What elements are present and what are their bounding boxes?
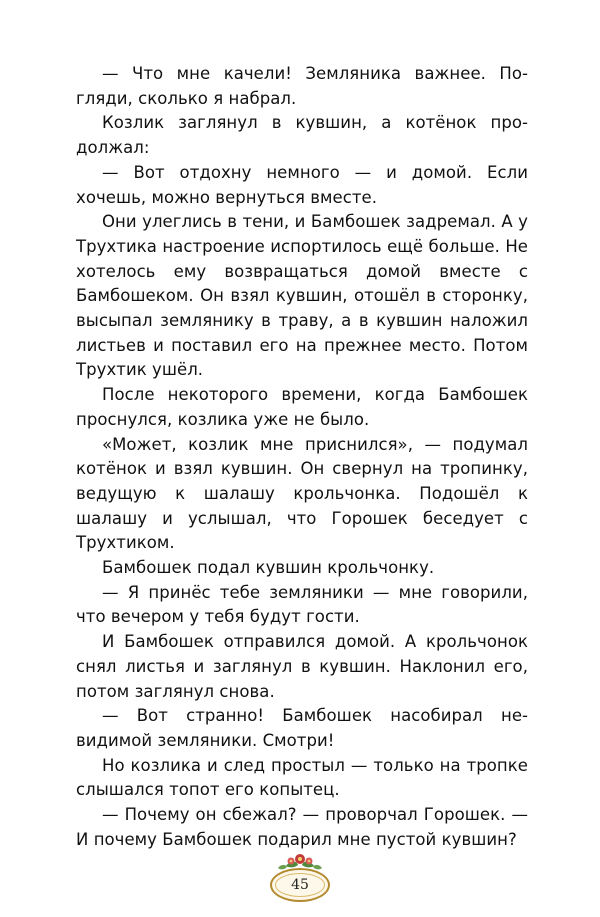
page-text: [76, 62, 528, 853]
paragraph: После некоторого времени, когда Бамбошек проснулся, козлика уже не было.: [76, 385, 528, 429]
page-footer: [0, 848, 600, 908]
paragraph: — Что мне качели! Земляника важнее. Погляди, сколько я набрал.: [76, 64, 528, 108]
paragraph: Но козлика и след простыл — только на тропке слышался топот его копытец.: [76, 755, 528, 800]
paragraph: Козлик заглянул в кувшин, а котёнок продолжал:: [76, 113, 528, 158]
paragraph: — Вот странно! Бамбошек насобирал невидимой земляники. Смотри!: [76, 706, 528, 750]
paragraph: — Вот отдохну немного — и домой. Если хочешь, можно вернуться вместе.: [76, 162, 528, 207]
paragraph: «Может, козлик мне приснился», — подумал котёнок и взял кувшин. Он свернул на тропинку, ведущую к шалашу крольчонка. Подошёл к шалашу и услышал, что Горошек беседует с Трухтиком.: [76, 434, 528, 553]
paragraph: — Я принёс тебе земляники — мне говорили, что вечером у тебя будут гости.: [76, 582, 528, 627]
paragraph: Бамбошек подал кувшин крольчонку.: [102, 558, 435, 578]
page-number-badge: [270, 868, 330, 902]
paragraph: Они улеглись в тени, и Бамбошек задремал. А у Трухтика настроение испортилось ещё больше. Не хотелось ему возвращаться домой вместе с Бамбошеком. Он взял кувшин, отошёл в сторонку, высыпал землянику в траву, а в кувшин наложил листьев и поставил его на прежнее место. Потом Трухтик ушёл.: [76, 212, 528, 380]
paragraph: — Почему он сбежал? — проворчал Горошек. — И почему Бамбошек подарил мне пустой кувшин?: [76, 805, 528, 849]
page-number: 45: [291, 877, 309, 893]
paragraph: И Бамбошек отправился домой. А крольчонок снял листья и заглянул в кувшин. Наклонил его, потом заглянул снова.: [76, 632, 528, 701]
